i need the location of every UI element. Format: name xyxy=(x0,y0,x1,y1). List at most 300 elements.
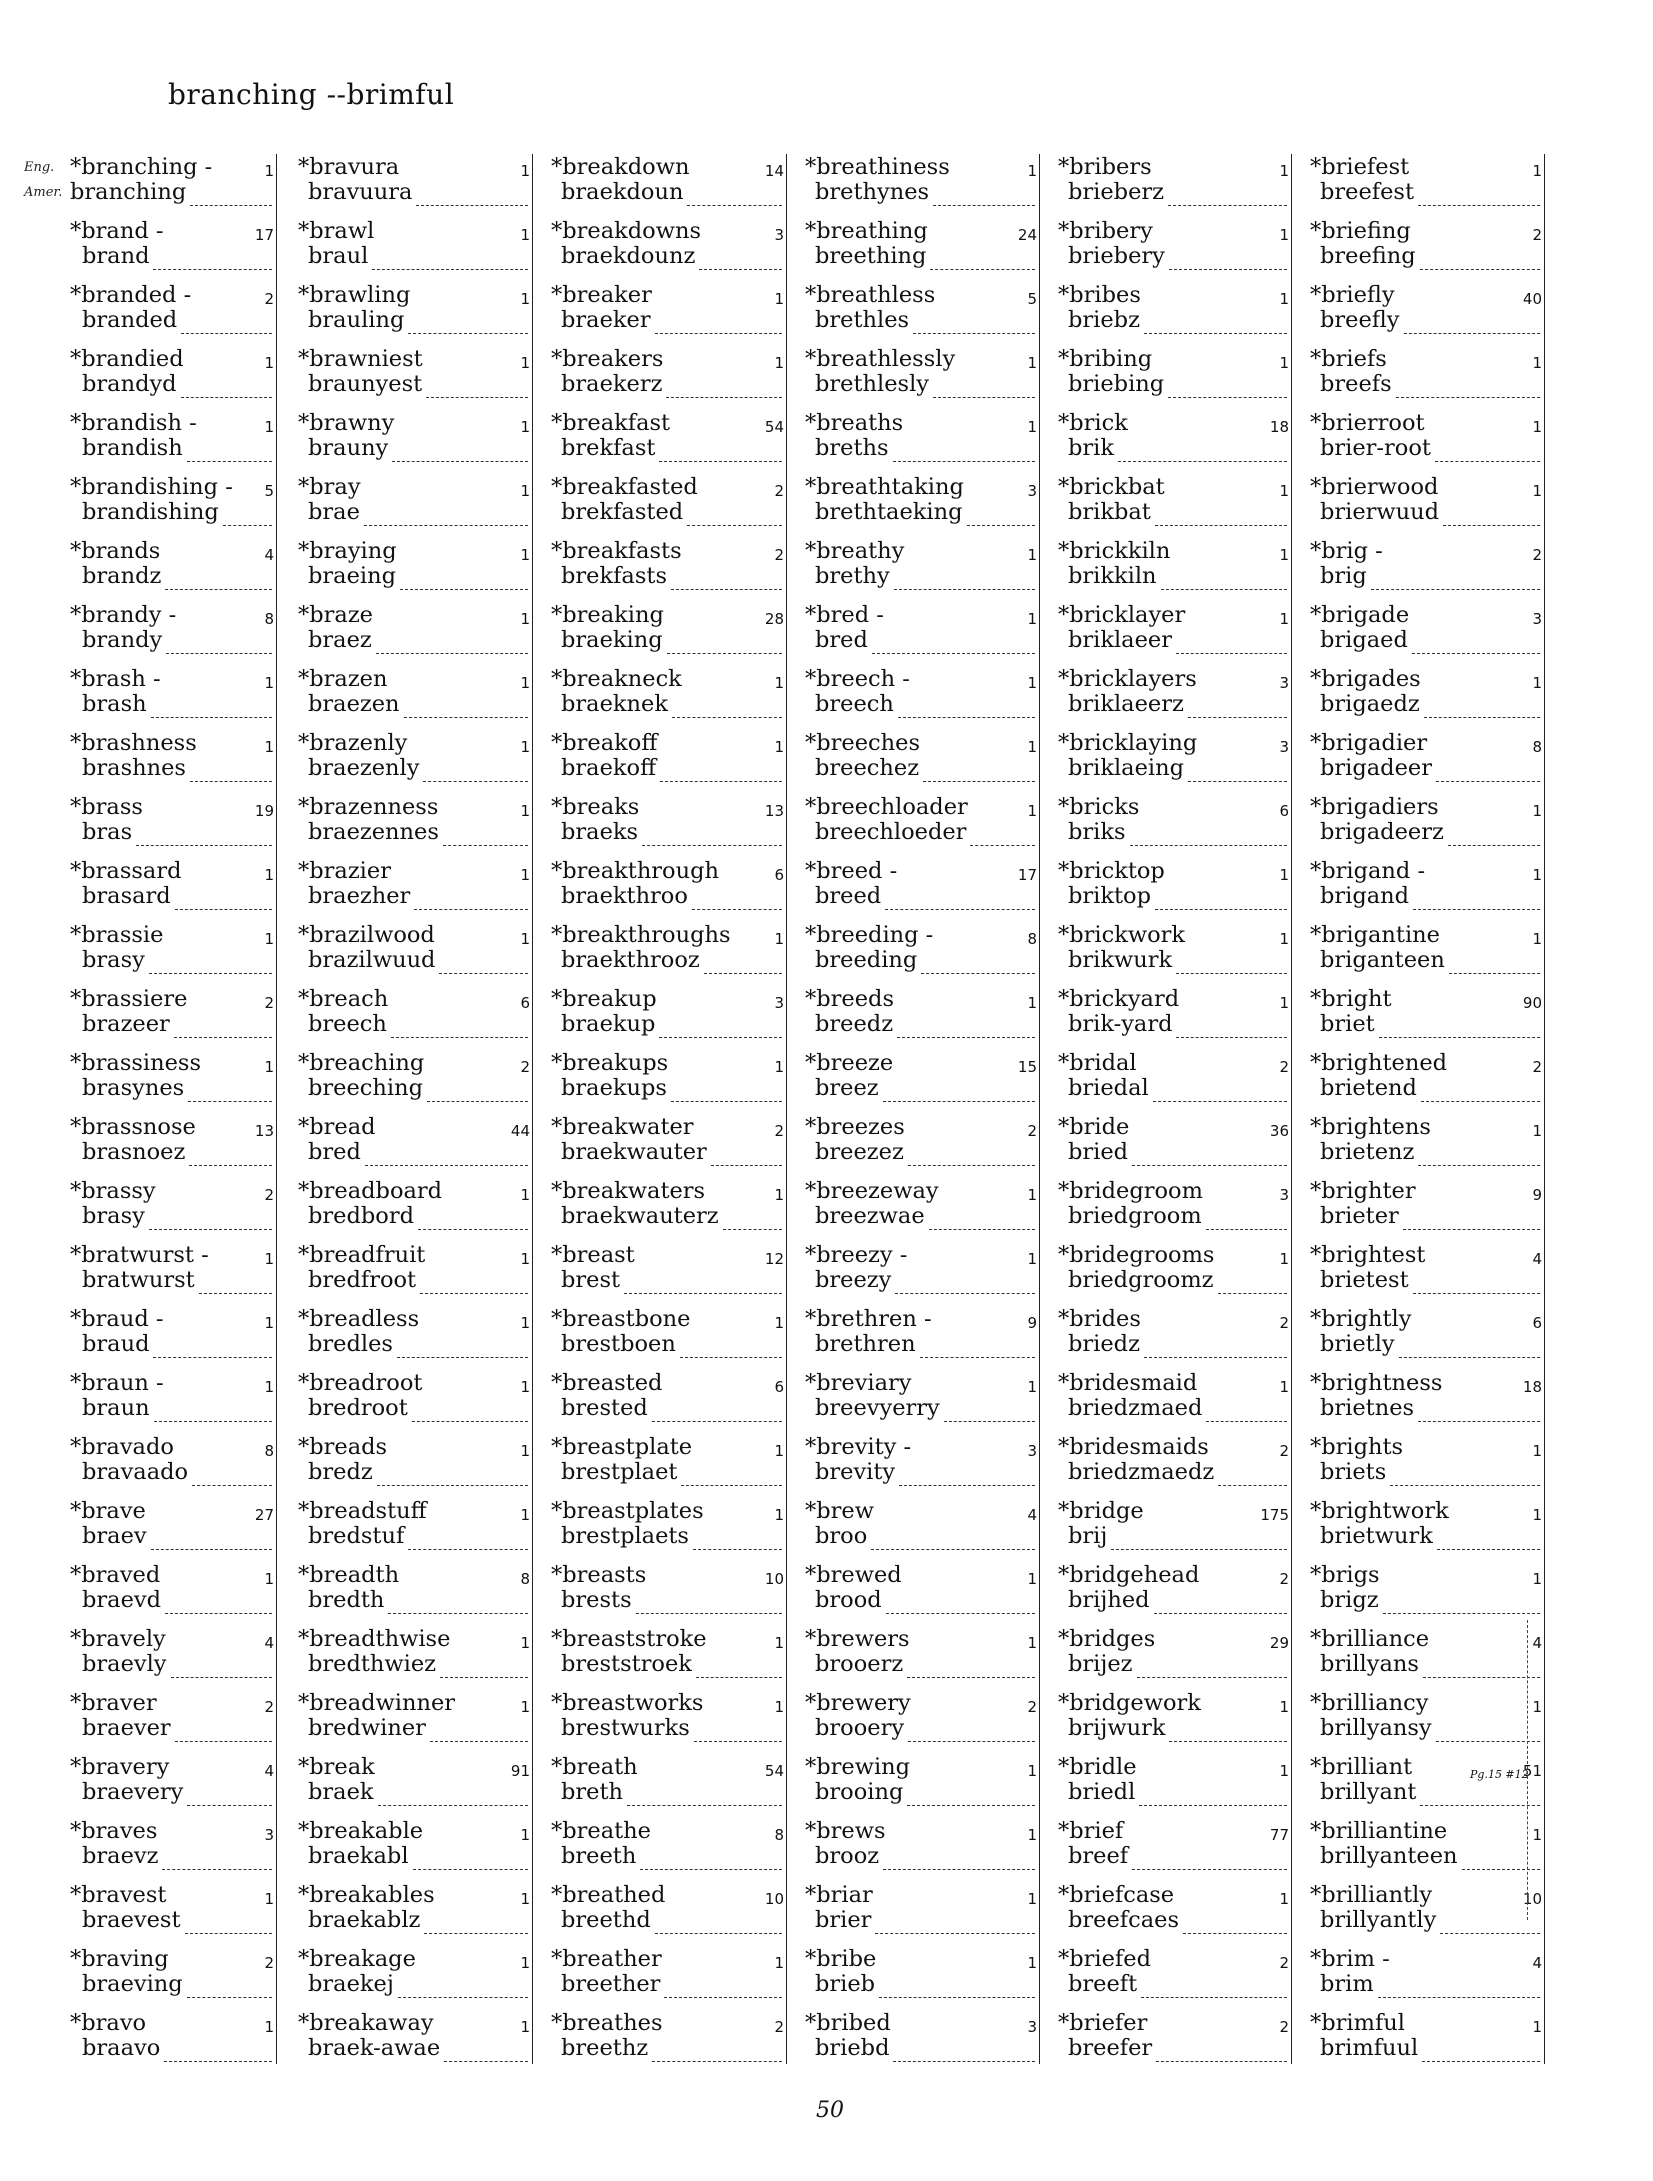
word-entry xyxy=(795,282,1039,346)
respelling: braez xyxy=(308,627,372,653)
frequency-count: 10 xyxy=(764,1570,784,1588)
frequency-count: 175 xyxy=(1260,1506,1289,1524)
respelling: bredthwiez xyxy=(308,1651,437,1677)
frequency-count: 4 xyxy=(1532,1954,1542,1972)
respelling: brigand xyxy=(1320,883,1410,909)
frequency-count: 18 xyxy=(1269,418,1289,436)
headword: *brandied xyxy=(70,346,184,372)
dotted-leader xyxy=(1154,1587,1287,1614)
respelling: brillyant xyxy=(1320,1779,1417,1805)
frequency-count: 3 xyxy=(1532,610,1542,628)
respelling: braekup xyxy=(561,1011,656,1037)
frequency-count: 1 xyxy=(1279,1250,1289,1268)
word-column xyxy=(1048,154,1291,2061)
dotted-leader xyxy=(408,1523,528,1550)
headword: *breakthrough xyxy=(551,858,719,884)
respelling: brash xyxy=(82,691,147,717)
respelling: brijwurk xyxy=(1068,1715,1166,1741)
word-entry xyxy=(795,538,1039,602)
word-entry xyxy=(288,794,532,858)
headword: *brickwork xyxy=(1058,922,1186,948)
word-entry xyxy=(288,1946,532,2010)
respelling: brijhed xyxy=(1068,1587,1150,1613)
dotted-leader xyxy=(897,1011,1035,1038)
word-entry xyxy=(34,1818,276,1882)
dotted-leader xyxy=(723,1203,782,1230)
respelling: brig xyxy=(1320,563,1367,589)
frequency-count: 6 xyxy=(1532,1314,1542,1332)
headword: *breakfasts xyxy=(551,538,682,564)
headword: *breed - xyxy=(805,858,898,884)
headword: *breezeway xyxy=(805,1178,939,1204)
frequency-count: 6 xyxy=(774,1378,784,1396)
respelling: brests xyxy=(561,1587,632,1613)
word-entry xyxy=(541,1434,786,1498)
word-entry xyxy=(795,1434,1039,1498)
respelling: bravaado xyxy=(82,1459,189,1485)
headword: *breathiness xyxy=(805,154,950,180)
frequency-count: 2 xyxy=(774,546,784,564)
dotted-leader xyxy=(671,1075,782,1102)
respelling: braev xyxy=(82,1523,147,1549)
dotted-leader xyxy=(627,1779,782,1806)
word-entry xyxy=(1300,1946,1544,2010)
dotted-leader xyxy=(1169,243,1287,270)
dotted-leader xyxy=(667,627,782,654)
headword: *brethren - xyxy=(805,1306,932,1332)
dotted-leader xyxy=(377,1459,528,1486)
respelling: brandyd xyxy=(82,371,177,397)
frequency-count: 1 xyxy=(520,1890,530,1908)
frequency-count: 4 xyxy=(264,1762,274,1780)
respelling: bredles xyxy=(308,1331,393,1357)
frequency-count: 6 xyxy=(774,866,784,884)
headword: *brilliant xyxy=(1310,1754,1413,1780)
headword: *breathtaking xyxy=(805,474,964,500)
respelling: brikbat xyxy=(1068,499,1151,525)
respelling: breef xyxy=(1068,1843,1129,1869)
headword: *brickyard xyxy=(1058,986,1180,1012)
frequency-count: 8 xyxy=(264,610,274,628)
dotted-leader xyxy=(1188,691,1287,718)
headword: *breakthroughs xyxy=(551,922,731,948)
headword: *bread xyxy=(298,1114,376,1140)
respelling: brooerz xyxy=(815,1651,904,1677)
frequency-count: 1 xyxy=(264,1314,274,1332)
word-entry xyxy=(288,474,532,538)
word-entry xyxy=(34,1498,276,1562)
headword: *brandish - xyxy=(70,410,197,436)
respelling: braeks xyxy=(561,819,639,845)
respelling: briet xyxy=(1320,1011,1375,1037)
word-entry xyxy=(288,666,532,730)
frequency-count: 1 xyxy=(264,1250,274,1268)
frequency-count: 1 xyxy=(1279,546,1289,564)
respelling: breststroek xyxy=(561,1651,692,1677)
headword: *brigades xyxy=(1310,666,1421,692)
word-entry xyxy=(1048,154,1291,218)
frequency-count: 1 xyxy=(1532,930,1542,948)
headword: *breakdown xyxy=(551,154,690,180)
dotted-leader xyxy=(412,1395,528,1422)
respelling: briklaeerz xyxy=(1068,691,1184,717)
headword: *brilliance xyxy=(1310,1626,1430,1652)
word-entry xyxy=(1300,986,1544,1050)
respelling: breths xyxy=(815,435,889,461)
word-entry xyxy=(34,1626,276,1690)
respelling: bratwurst xyxy=(82,1267,195,1293)
word-entry xyxy=(34,666,276,730)
respelling: braekerz xyxy=(561,371,663,397)
word-column xyxy=(795,154,1039,2061)
dotted-leader xyxy=(933,371,1035,398)
frequency-count: 27 xyxy=(254,1506,274,1524)
headword: *breeches xyxy=(805,730,920,756)
headword: *brigand - xyxy=(1310,858,1426,884)
dotted-leader xyxy=(397,1331,528,1358)
headword: *bratwurst - xyxy=(70,1242,209,1268)
word-entry xyxy=(1048,858,1291,922)
dotted-leader xyxy=(1169,1715,1287,1742)
headword: *bridegrooms xyxy=(1058,1242,1215,1268)
frequency-count: 1 xyxy=(1279,1698,1289,1716)
dotted-leader xyxy=(181,307,272,334)
headword: *brightest xyxy=(1310,1242,1426,1268)
headword: *briar xyxy=(805,1882,873,1908)
respelling: breether xyxy=(561,1971,661,1997)
word-entry xyxy=(1048,666,1291,730)
word-entry xyxy=(1048,794,1291,858)
word-entry xyxy=(1300,1242,1544,1306)
frequency-count: 1 xyxy=(1027,546,1037,564)
respelling: breefing xyxy=(1320,243,1416,269)
headword: *breathy xyxy=(805,538,905,564)
english-label: Eng. xyxy=(24,160,55,175)
respelling: brevity xyxy=(815,1459,896,1485)
respelling: briktop xyxy=(1068,883,1151,909)
dotted-leader xyxy=(1422,2035,1540,2062)
frequency-count: 2 xyxy=(1532,546,1542,564)
frequency-count: 1 xyxy=(520,866,530,884)
headword: *brewery xyxy=(805,1690,911,1716)
word-entry xyxy=(34,1754,276,1818)
headword: *brassiere xyxy=(70,986,188,1012)
frequency-count: 1 xyxy=(264,1570,274,1588)
word-entry xyxy=(541,346,786,410)
headword: *brick xyxy=(1058,410,1128,436)
frequency-count: 15 xyxy=(1017,1058,1037,1076)
headword: *brightly xyxy=(1310,1306,1412,1332)
respelling: braekabl xyxy=(308,1843,409,1869)
headword: *breakables xyxy=(298,1882,435,1908)
headword: *breakfasted xyxy=(551,474,698,500)
headword: *breakaway xyxy=(298,2010,434,2036)
dotted-leader xyxy=(636,1587,782,1614)
headword: *bribed xyxy=(805,2010,891,2036)
headword: *breakwater xyxy=(551,1114,694,1140)
word-entry xyxy=(541,218,786,282)
dotted-leader xyxy=(930,243,1035,270)
dotted-leader xyxy=(1404,307,1540,334)
frequency-count: 1 xyxy=(520,418,530,436)
frequency-count: 5 xyxy=(1027,290,1037,308)
respelling: braekthroo xyxy=(561,883,688,909)
respelling: brandish xyxy=(82,435,183,461)
word-entry xyxy=(1048,1690,1291,1754)
headword: *breeze xyxy=(805,1050,894,1076)
headword: *brawniest xyxy=(298,346,423,372)
respelling: brooery xyxy=(815,1715,905,1741)
frequency-count: 1 xyxy=(1532,674,1542,692)
word-entry xyxy=(541,602,786,666)
headword: *brickkiln xyxy=(1058,538,1171,564)
dotted-leader xyxy=(188,1075,272,1102)
frequency-count: 10 xyxy=(764,1890,784,1908)
dotted-leader xyxy=(624,1267,782,1294)
dotted-leader xyxy=(666,371,782,398)
headword: *braves xyxy=(70,1818,158,1844)
respelling: brashnes xyxy=(82,755,186,781)
respelling: braeking xyxy=(561,627,663,653)
dotted-leader xyxy=(1418,1395,1540,1422)
dotted-leader xyxy=(189,1139,272,1166)
dotted-leader xyxy=(181,371,272,398)
dotted-leader xyxy=(898,691,1035,718)
headword: *briefest xyxy=(1310,154,1410,180)
frequency-count: 1 xyxy=(520,1186,530,1204)
frequency-count: 1 xyxy=(1532,1698,1542,1716)
dotted-leader xyxy=(1449,947,1540,974)
frequency-count: 1 xyxy=(264,1058,274,1076)
dotted-leader xyxy=(913,307,1035,334)
dotted-leader xyxy=(1176,947,1287,974)
respelling: brandishing xyxy=(82,499,219,525)
dotted-leader xyxy=(440,1651,528,1678)
frequency-count: 3 xyxy=(1027,1442,1037,1460)
frequency-count: 1 xyxy=(264,1378,274,1396)
word-entry xyxy=(1300,1882,1544,1946)
word-entry xyxy=(34,1114,276,1178)
dotted-leader xyxy=(1176,627,1287,654)
frequency-count: 2 xyxy=(774,1122,784,1140)
headword: *brierroot xyxy=(1310,410,1425,436)
respelling: breth xyxy=(561,1779,624,1805)
respelling: briedz xyxy=(1068,1331,1140,1357)
headword: *breadth xyxy=(298,1562,400,1588)
respelling: brik-yard xyxy=(1068,1011,1173,1037)
frequency-count: 4 xyxy=(1532,1250,1542,1268)
headword: *brandishing - xyxy=(70,474,233,500)
word-entry xyxy=(1048,1370,1291,1434)
word-entry xyxy=(1300,1050,1544,1114)
frequency-count: 1 xyxy=(1027,1250,1037,1268)
headword: *breathed xyxy=(551,1882,666,1908)
frequency-count: 1 xyxy=(520,802,530,820)
page-title: branching --brimful xyxy=(168,78,455,111)
word-entry xyxy=(795,1946,1039,2010)
frequency-count: 1 xyxy=(520,930,530,948)
column-divider xyxy=(276,154,277,2064)
frequency-count: 90 xyxy=(1522,994,1542,1012)
word-entry xyxy=(1300,1562,1544,1626)
respelling: brestwurks xyxy=(561,1715,690,1741)
word-entry xyxy=(541,858,786,922)
dotted-leader xyxy=(652,1395,782,1422)
headword: *bred - xyxy=(805,602,884,628)
respelling: brik xyxy=(1068,435,1114,461)
respelling: brietest xyxy=(1320,1267,1409,1293)
dotted-leader xyxy=(444,2035,528,2062)
frequency-count: 1 xyxy=(774,1698,784,1716)
frequency-count: 1 xyxy=(1279,994,1289,1012)
frequency-count: 18 xyxy=(1522,1378,1542,1396)
headword: *breakage xyxy=(298,1946,416,1972)
column-divider xyxy=(1544,154,1545,2064)
dotted-leader xyxy=(378,1779,528,1806)
word-entry xyxy=(288,538,532,602)
dotted-leader xyxy=(933,179,1035,206)
dotted-leader xyxy=(1413,1267,1540,1294)
headword: *bricklayer xyxy=(1058,602,1186,628)
respelling: brigaedz xyxy=(1320,691,1420,717)
respelling: brasynes xyxy=(82,1075,185,1101)
frequency-count: 1 xyxy=(1532,1826,1542,1844)
frequency-count: 8 xyxy=(1532,738,1542,756)
respelling: braeknek xyxy=(561,691,668,717)
frequency-count: 36 xyxy=(1269,1122,1289,1140)
word-entry xyxy=(1048,218,1291,282)
frequency-count: 1 xyxy=(264,2018,274,2036)
headword: *breaker xyxy=(551,282,652,308)
dotted-leader xyxy=(923,755,1035,782)
frequency-count: 1 xyxy=(264,738,274,756)
respelling: brooing xyxy=(815,1779,904,1805)
headword: *bribe xyxy=(805,1946,877,1972)
frequency-count: 2 xyxy=(1279,1058,1289,1076)
word-entry xyxy=(795,1370,1039,1434)
dotted-leader xyxy=(400,563,528,590)
frequency-count: 1 xyxy=(1279,226,1289,244)
dotted-leader xyxy=(1403,1203,1540,1230)
respelling: branded xyxy=(82,307,178,333)
respelling: briedgroomz xyxy=(1068,1267,1214,1293)
frequency-count: 1 xyxy=(774,1058,784,1076)
frequency-count: 1 xyxy=(264,418,274,436)
headword: *breaths xyxy=(805,410,904,436)
word-entry xyxy=(541,154,786,218)
headword: *breastbone xyxy=(551,1306,691,1332)
dotted-leader xyxy=(921,947,1035,974)
word-entry xyxy=(795,1114,1039,1178)
frequency-count: 4 xyxy=(264,1634,274,1652)
headword: *brierwood xyxy=(1310,474,1439,500)
headword: *breakup xyxy=(551,986,657,1012)
dotted-leader xyxy=(398,1971,528,1998)
dotted-leader xyxy=(672,691,782,718)
dotted-leader xyxy=(1390,1459,1540,1486)
respelling: breefest xyxy=(1320,179,1415,205)
word-entry xyxy=(1048,1306,1291,1370)
respelling: brekfasted xyxy=(561,499,684,525)
word-column xyxy=(541,154,786,2061)
respelling: braezenly xyxy=(308,755,420,781)
headword: *bridal xyxy=(1058,1050,1137,1076)
respelling: brethles xyxy=(815,307,910,333)
dotted-leader xyxy=(895,1267,1035,1294)
frequency-count: 1 xyxy=(1532,1442,1542,1460)
respelling: breeding xyxy=(815,947,918,973)
respelling: brestboen xyxy=(561,1331,676,1357)
headword: *breadless xyxy=(298,1306,420,1332)
headword: *brilliantine xyxy=(1310,1818,1448,1844)
word-entry xyxy=(288,1818,532,1882)
word-entry xyxy=(34,730,276,794)
dotted-leader xyxy=(1155,499,1287,526)
headword: *breezes xyxy=(805,1114,905,1140)
word-entry xyxy=(288,1306,532,1370)
respelling: briebz xyxy=(1068,307,1140,333)
word-entry xyxy=(1300,666,1544,730)
headword: *break xyxy=(298,1754,375,1780)
frequency-count: 28 xyxy=(764,610,784,628)
respelling: brierwuud xyxy=(1320,499,1440,525)
respelling: braezennes xyxy=(308,819,439,845)
word-entry xyxy=(1300,1818,1544,1882)
dotted-leader xyxy=(671,563,782,590)
dotted-leader xyxy=(687,179,782,206)
frequency-count: 1 xyxy=(1532,354,1542,372)
word-entry xyxy=(1300,1370,1544,1434)
headword: *branching - xyxy=(70,154,213,180)
word-entry xyxy=(1048,538,1291,602)
dotted-leader xyxy=(414,883,528,910)
frequency-count: 1 xyxy=(1027,1762,1037,1780)
dotted-leader xyxy=(164,2035,272,2062)
frequency-count: 54 xyxy=(764,1762,784,1780)
respelling: breething xyxy=(815,243,927,269)
headword: *branded - xyxy=(70,282,192,308)
dotted-leader xyxy=(420,1267,528,1294)
frequency-count: 2 xyxy=(1027,1698,1037,1716)
frequency-count: 1 xyxy=(1279,482,1289,500)
headword: *briefing xyxy=(1310,218,1411,244)
word-entry xyxy=(1048,602,1291,666)
respelling: brij xyxy=(1068,1523,1108,1549)
dotted-leader xyxy=(418,1203,528,1230)
frequency-count: 1 xyxy=(520,482,530,500)
word-entry xyxy=(541,794,786,858)
word-entry xyxy=(795,922,1039,986)
headword: *brassnose xyxy=(70,1114,196,1140)
headword: *breadthwise xyxy=(298,1626,451,1652)
frequency-count: 2 xyxy=(264,1186,274,1204)
headword: *braving xyxy=(70,1946,169,1972)
dotted-leader xyxy=(680,1331,782,1358)
dotted-leader xyxy=(872,627,1035,654)
headword: *bribing xyxy=(1058,346,1153,372)
dotted-leader xyxy=(1421,1075,1540,1102)
frequency-count: 1 xyxy=(1279,354,1289,372)
dotted-leader xyxy=(1176,1011,1287,1038)
respelling: brier-root xyxy=(1320,435,1431,461)
word-entry xyxy=(795,1242,1039,1306)
word-entry xyxy=(541,666,786,730)
headword: *braun - xyxy=(70,1370,164,1396)
headword: *brigadier xyxy=(1310,730,1428,756)
headword: *braud - xyxy=(70,1306,164,1332)
respelling: braek-awae xyxy=(308,2035,441,2061)
headword: *brig - xyxy=(1310,538,1383,564)
